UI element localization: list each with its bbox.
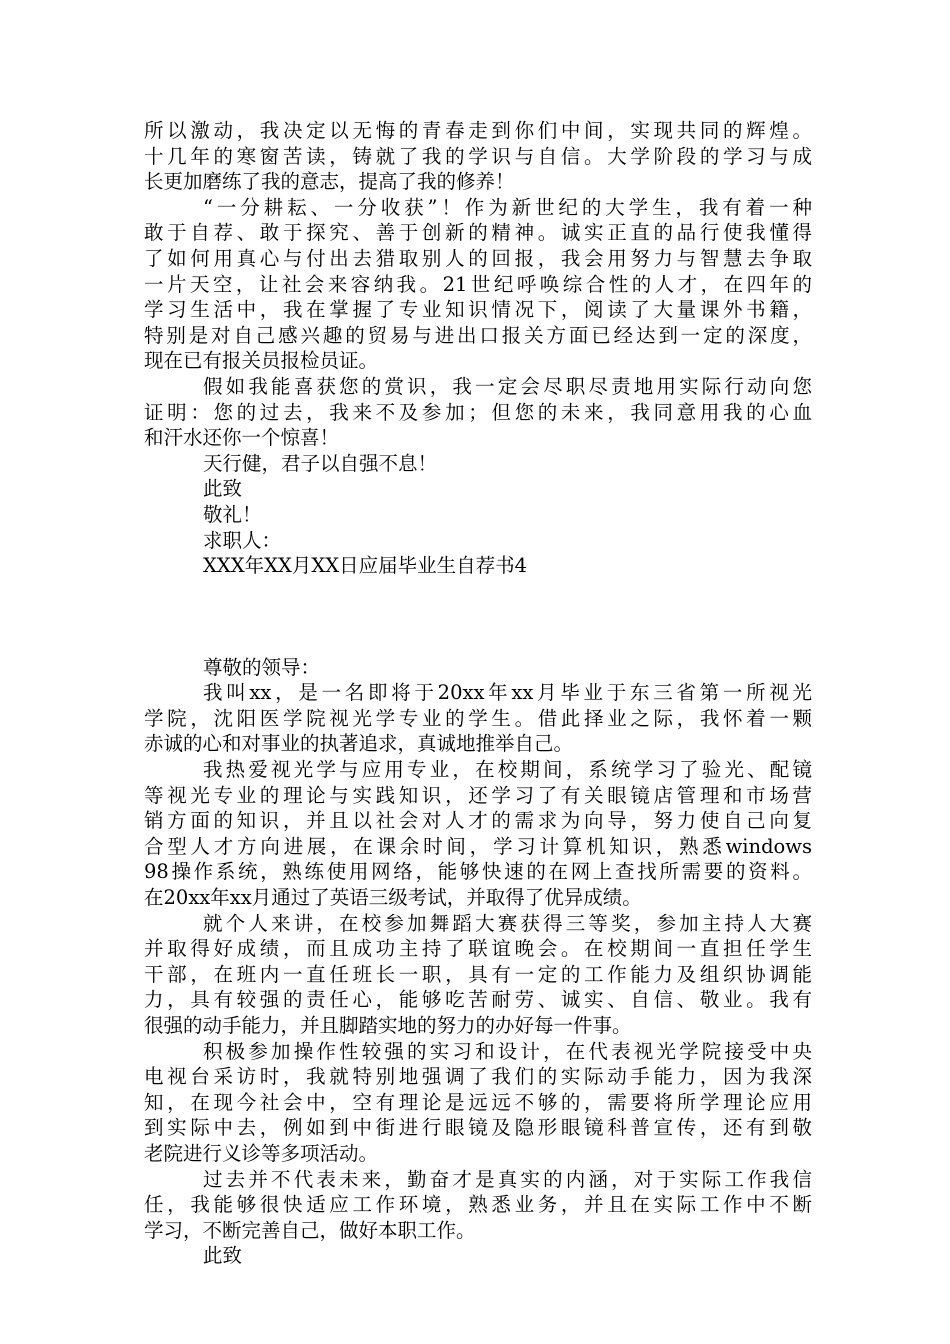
text-line: 学习生活中，我在掌握了专业知识情况下，阅读了大量课外书籍，	[144, 298, 812, 322]
signer-line: 求职人：	[203, 528, 282, 552]
text-line: 98操作系统，熟练使用网络，能够快速的在网上查找所需要的资料。	[144, 860, 812, 884]
paragraph-personal	[144, 911, 812, 1039]
text-line: 干部，在班内一直任班长一职，具有一定的工作能力及组织协调能	[144, 962, 812, 986]
text-line: 到实际中去，例如到中街进行眼镜及隐形眼镜科普宣传，还有到敬	[144, 1116, 812, 1140]
salutation-line: 此致	[203, 477, 243, 501]
text-line: 销方面的知识，并且以社会对人才的需求为向导，努力使自己向复	[144, 809, 812, 833]
paragraph-self-introduction	[144, 680, 812, 757]
section-spacer	[144, 579, 812, 655]
text-line: 一片天空，让社会来容纳我。21世纪呼唤综合性的人才，在四年的	[144, 272, 812, 296]
text-line: 特别是对自己感兴趣的贸易与进出口报关方面已经达到一定的深度，	[144, 323, 812, 347]
closing-line: 此致	[203, 1244, 243, 1268]
paragraph-motto-effort	[144, 195, 812, 374]
text-line: 知，在现今社会中，空有理论是远远不够的，需要将所学理论应用	[144, 1090, 812, 1114]
text-line: 在20xx年xx月通过了英语三级考试，并取得了优异成绩。	[144, 886, 642, 910]
text-line: 任，我能够很快适应工作环境，熟悉业务，并且在实际工作中不断	[144, 1193, 812, 1217]
text-line: 假如我能喜获您的赏识，我一定会尽职尽责地用实际行动向您	[203, 374, 812, 398]
text-line: 十几年的寒窗苦读，铸就了我的学识与自信。大学阶段的学习与成	[144, 144, 812, 168]
regards-line: 敬礼！	[203, 502, 262, 526]
text-line: 赤诚的心和对事业的执著追求，真诚地推举自己。	[144, 732, 574, 756]
text-line: 敢于自荐、敢于探究、善于创新的精神。诚实正直的品行使我懂得	[144, 221, 812, 245]
text-line: 所以激动，我决定以无悔的青春走到你们中间，实现共同的辉煌。	[144, 119, 812, 142]
text-line: 老院进行义诊等多项活动。	[144, 1141, 379, 1165]
greeting-line: 尊敬的领导：	[203, 655, 321, 679]
text-line: 就个人来讲，在校参加舞蹈大赛获得三等奖，参加主持人大赛	[203, 911, 812, 935]
paragraph-appreciation	[144, 374, 812, 451]
text-line: 积极参加操作性较强的实习和设计，在代表视光学院接受中央	[203, 1039, 812, 1063]
text-line: 了如何用真心与付出去猎取别人的回报，我会用努力与智慧去争取	[144, 246, 812, 270]
text-line: 等视光专业的理论与实践知识，还学习了有关眼镜店管理和市场营	[144, 783, 812, 807]
text-line: 学院，沈阳医学院视光学专业的学生。借此择业之际，我怀着一颗	[144, 706, 812, 730]
text-line: 合型人才方向进展，在课余时间，学习计算机知识，熟悉windows	[144, 834, 812, 858]
motto-line: 天行健，君子以自强不息！	[203, 451, 438, 475]
text-line: 学习，不断完善自己，做好本职工作。	[144, 1218, 476, 1242]
text-line: 过去并不代表未来，勤奋才是真实的内涵，对于实际工作我信	[203, 1167, 812, 1191]
text-line: 很强的动手能力，并且脚踏实地的努力的办好每一件事。	[144, 1014, 632, 1037]
text-line: 现在已有报关员报检员证。	[144, 349, 379, 373]
paragraph-future	[144, 1167, 812, 1244]
text-line: 力，具有较强的责任心，能够吃苦耐劳、诚实、自信、敬业。我有	[144, 988, 812, 1012]
text-line: 证明：您的过去，我来不及参加；但您的未来，我同意用我的心血	[144, 400, 812, 424]
text-line: 我热爱视光学与应用专业，在校期间，系统学习了验光、配镜	[203, 758, 812, 782]
document-page	[144, 118, 812, 1269]
paragraph-studies	[144, 757, 812, 911]
text-line: 和汗水还你一个惊喜！	[144, 426, 340, 450]
paragraph-practice	[144, 1039, 812, 1167]
paragraph-intro-continuation	[144, 118, 812, 195]
text-line: “一分耕耘、一分收获”！作为新世纪的大学生，我有着一种	[203, 195, 812, 219]
text-line: 并取得好成绩，而且成功主持了联谊晚会。在校期间一直担任学生	[144, 937, 812, 961]
text-line: 长更加磨练了我的意志，提高了我的修养！	[144, 170, 515, 194]
text-line: 我叫xx，是一名即将于20xx年xx月毕业于东三省第一所视光	[203, 681, 812, 705]
date-title-line: XXX年XX月XX日应届毕业生自荐书4	[203, 554, 528, 578]
text-line: 电视台采访时，我就特别地强调了我们的实际动手能力，因为我深	[144, 1065, 812, 1089]
